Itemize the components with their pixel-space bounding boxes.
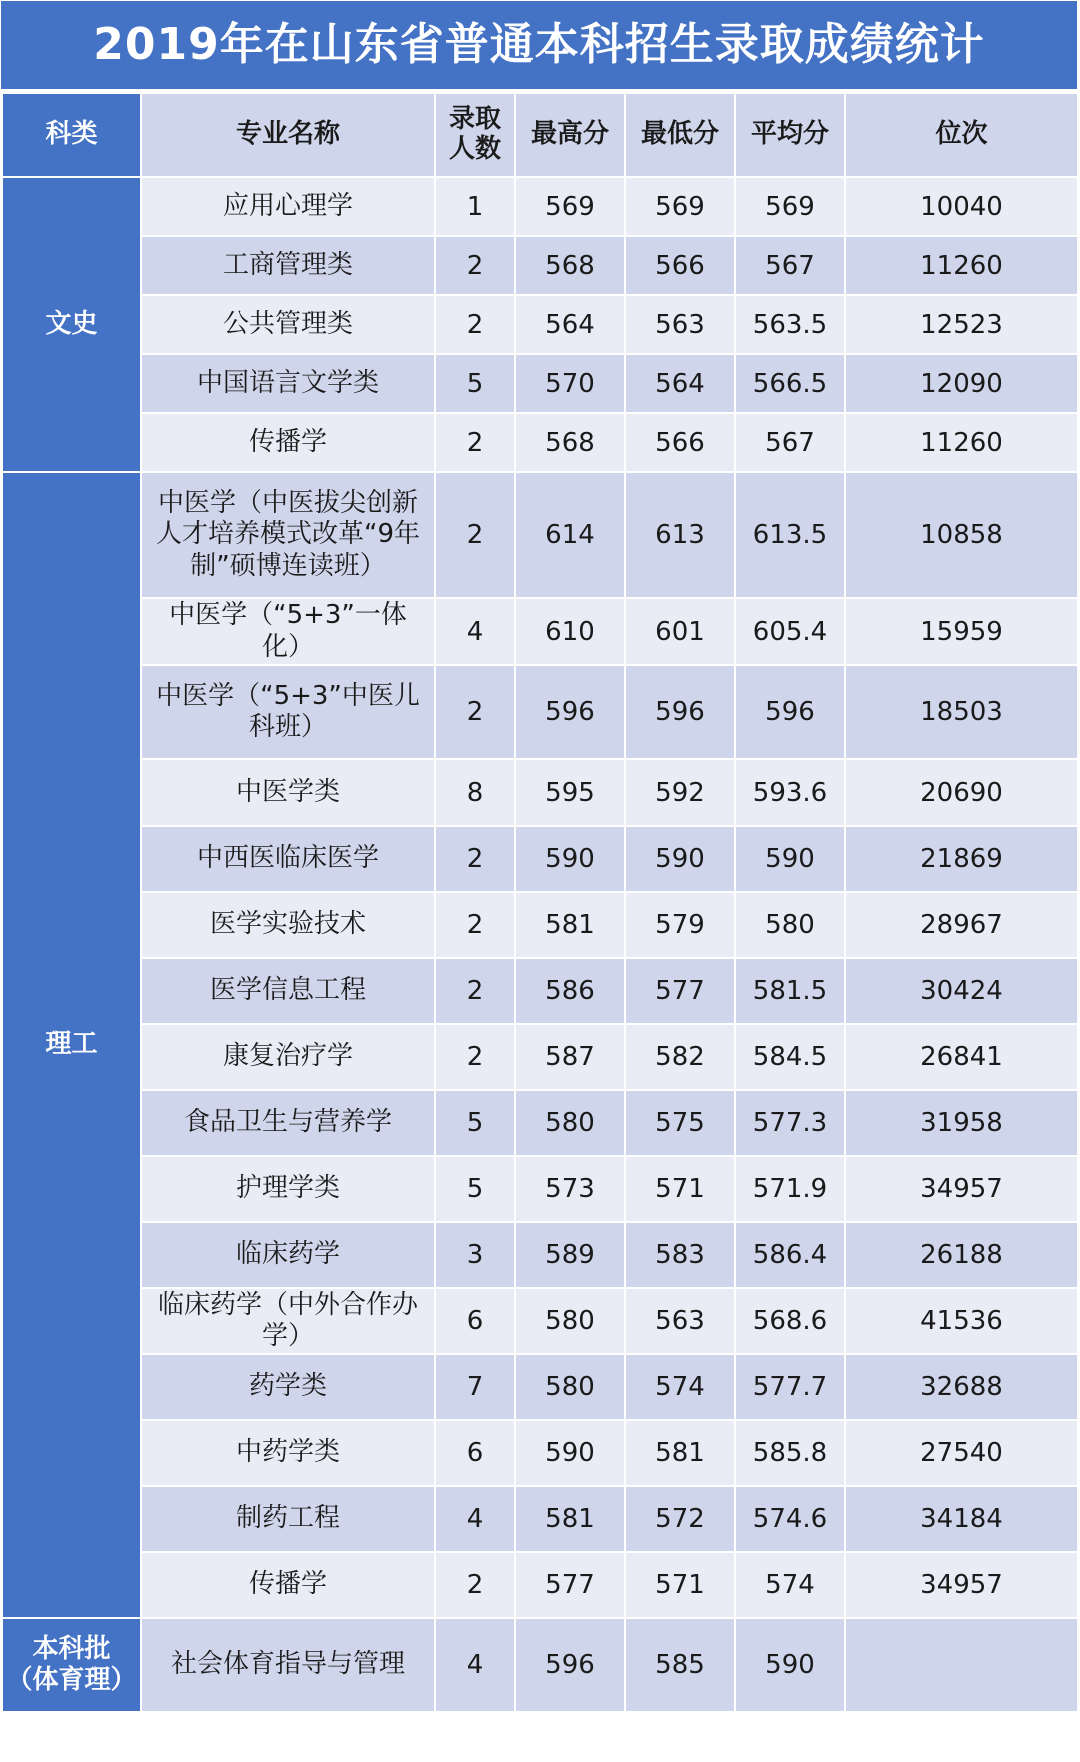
avg-cell: 567 <box>735 413 845 472</box>
min-cell: 575 <box>625 1090 735 1156</box>
min-cell: 601 <box>625 598 735 665</box>
rank-cell: 26841 <box>845 1024 1078 1090</box>
count-cell: 5 <box>435 1156 515 1222</box>
min-cell: 590 <box>625 826 735 892</box>
table-row <box>2 472 1078 598</box>
count-cell: 6 <box>435 1288 515 1354</box>
header-category: 科类 <box>2 93 141 177</box>
table-row <box>2 1552 1078 1618</box>
count-cell: 3 <box>435 1222 515 1288</box>
major-cell: 应用心理学 <box>141 177 435 236</box>
table-row <box>2 354 1078 413</box>
rank-cell: 32688 <box>845 1354 1078 1420</box>
table-row <box>2 826 1078 892</box>
rank-cell: 34957 <box>845 1552 1078 1618</box>
table-row <box>2 759 1078 826</box>
rank-cell: 30424 <box>845 958 1078 1024</box>
min-cell: 563 <box>625 295 735 354</box>
avg-cell: 596 <box>735 665 845 759</box>
table-row <box>2 892 1078 958</box>
avg-cell: 569 <box>735 177 845 236</box>
major-cell: 食品卫生与营养学 <box>141 1090 435 1156</box>
major-cell: 中医学（中医拔尖创新人才培养模式改革“9年制”硕博连读班） <box>141 472 435 598</box>
rank-cell: 11260 <box>845 413 1078 472</box>
count-cell: 2 <box>435 295 515 354</box>
avg-cell: 568.6 <box>735 1288 845 1354</box>
major-cell: 中药学类 <box>141 1420 435 1486</box>
header-row <box>2 93 1078 177</box>
max-cell: 568 <box>515 236 625 295</box>
min-cell: 571 <box>625 1156 735 1222</box>
count-cell: 2 <box>435 1552 515 1618</box>
header-min: 最低分 <box>625 93 735 177</box>
rank-cell: 41536 <box>845 1288 1078 1354</box>
rank-cell: 11260 <box>845 236 1078 295</box>
count-cell: 4 <box>435 1618 515 1712</box>
max-cell: 587 <box>515 1024 625 1090</box>
min-cell: 583 <box>625 1222 735 1288</box>
header-rank: 位次 <box>845 93 1078 177</box>
table-row <box>2 1354 1078 1420</box>
avg-cell: 571.9 <box>735 1156 845 1222</box>
avg-cell: 585.8 <box>735 1420 845 1486</box>
rank-cell: 18503 <box>845 665 1078 759</box>
avg-cell: 577.3 <box>735 1090 845 1156</box>
avg-cell: 593.6 <box>735 759 845 826</box>
rank-cell: 34957 <box>845 1156 1078 1222</box>
count-cell: 2 <box>435 472 515 598</box>
count-cell: 6 <box>435 1420 515 1486</box>
max-cell: 564 <box>515 295 625 354</box>
min-cell: 579 <box>625 892 735 958</box>
major-cell: 工商管理类 <box>141 236 435 295</box>
avg-cell: 590 <box>735 1618 845 1712</box>
count-cell: 4 <box>435 1486 515 1552</box>
table-row <box>2 598 1078 665</box>
max-cell: 568 <box>515 413 625 472</box>
table-row <box>2 295 1078 354</box>
min-cell: 582 <box>625 1024 735 1090</box>
max-cell: 580 <box>515 1288 625 1354</box>
category-wenshi: 文史 <box>2 177 141 472</box>
header-avg: 平均分 <box>735 93 845 177</box>
max-cell: 586 <box>515 958 625 1024</box>
count-cell: 2 <box>435 826 515 892</box>
major-cell: 中国语言文学类 <box>141 354 435 413</box>
max-cell: 596 <box>515 665 625 759</box>
table-row <box>2 1222 1078 1288</box>
major-cell: 医学实验技术 <box>141 892 435 958</box>
avg-cell: 584.5 <box>735 1024 845 1090</box>
table-row <box>2 1288 1078 1354</box>
category-ligong: 理工 <box>2 472 141 1618</box>
count-cell: 8 <box>435 759 515 826</box>
avg-cell: 613.5 <box>735 472 845 598</box>
min-cell: 566 <box>625 413 735 472</box>
header-count-line1: 录取 <box>448 104 501 135</box>
min-cell: 581 <box>625 1420 735 1486</box>
avg-cell: 563.5 <box>735 295 845 354</box>
max-cell: 595 <box>515 759 625 826</box>
min-cell: 592 <box>625 759 735 826</box>
rank-cell: 15959 <box>845 598 1078 665</box>
major-cell: 医学信息工程 <box>141 958 435 1024</box>
major-cell: 康复治疗学 <box>141 1024 435 1090</box>
rank-cell: 28967 <box>845 892 1078 958</box>
major-cell: 药学类 <box>141 1354 435 1420</box>
rank-cell <box>845 1618 1078 1712</box>
category-tiyu-line2: （体育理） <box>6 1665 137 1695</box>
count-cell: 2 <box>435 892 515 958</box>
min-cell: 574 <box>625 1354 735 1420</box>
major-cell: 传播学 <box>141 413 435 472</box>
max-cell: 580 <box>515 1090 625 1156</box>
max-cell: 581 <box>515 892 625 958</box>
max-cell: 614 <box>515 472 625 598</box>
count-cell: 2 <box>435 236 515 295</box>
max-cell: 569 <box>515 177 625 236</box>
table-row <box>2 958 1078 1024</box>
major-cell: 社会体育指导与管理 <box>141 1618 435 1712</box>
table-row <box>2 1486 1078 1552</box>
min-cell: 613 <box>625 472 735 598</box>
admission-table <box>1 92 1079 1713</box>
rank-cell: 12523 <box>845 295 1078 354</box>
rank-cell: 10858 <box>845 472 1078 598</box>
major-cell: 制药工程 <box>141 1486 435 1552</box>
count-cell: 5 <box>435 1090 515 1156</box>
avg-cell: 580 <box>735 892 845 958</box>
rank-cell: 20690 <box>845 759 1078 826</box>
count-cell: 2 <box>435 665 515 759</box>
avg-cell: 566.5 <box>735 354 845 413</box>
table-row <box>2 665 1078 759</box>
table-row <box>2 1156 1078 1222</box>
count-cell: 2 <box>435 958 515 1024</box>
avg-cell: 590 <box>735 826 845 892</box>
max-cell: 573 <box>515 1156 625 1222</box>
min-cell: 585 <box>625 1618 735 1712</box>
min-cell: 566 <box>625 236 735 295</box>
avg-cell: 567 <box>735 236 845 295</box>
major-cell: 中西医临床医学 <box>141 826 435 892</box>
max-cell: 596 <box>515 1618 625 1712</box>
major-cell: 传播学 <box>141 1552 435 1618</box>
header-count <box>435 93 515 177</box>
table-row <box>2 1024 1078 1090</box>
min-cell: 596 <box>625 665 735 759</box>
avg-cell: 574.6 <box>735 1486 845 1552</box>
avg-cell: 577.7 <box>735 1354 845 1420</box>
major-cell: 公共管理类 <box>141 295 435 354</box>
major-cell: 中医学（“5+3”一体化） <box>141 598 435 665</box>
header-major: 专业名称 <box>141 93 435 177</box>
rank-cell: 31958 <box>845 1090 1078 1156</box>
rank-cell: 10040 <box>845 177 1078 236</box>
avg-cell: 581.5 <box>735 958 845 1024</box>
avg-cell: 574 <box>735 1552 845 1618</box>
max-cell: 580 <box>515 1354 625 1420</box>
table-row <box>2 1618 1078 1712</box>
table-row <box>2 177 1078 236</box>
major-cell: 护理学类 <box>141 1156 435 1222</box>
max-cell: 590 <box>515 1420 625 1486</box>
rank-cell: 12090 <box>845 354 1078 413</box>
count-cell: 4 <box>435 598 515 665</box>
max-cell: 610 <box>515 598 625 665</box>
rank-cell: 34184 <box>845 1486 1078 1552</box>
table-row <box>2 236 1078 295</box>
count-cell: 7 <box>435 1354 515 1420</box>
table-row <box>2 1420 1078 1486</box>
avg-cell: 586.4 <box>735 1222 845 1288</box>
max-cell: 570 <box>515 354 625 413</box>
max-cell: 581 <box>515 1486 625 1552</box>
count-cell: 2 <box>435 1024 515 1090</box>
max-cell: 590 <box>515 826 625 892</box>
count-cell: 2 <box>435 413 515 472</box>
count-cell: 1 <box>435 177 515 236</box>
major-cell: 中医学类 <box>141 759 435 826</box>
min-cell: 572 <box>625 1486 735 1552</box>
page-title: 2019年在山东省普通本科招生录取成绩统计 <box>1 1 1077 89</box>
min-cell: 563 <box>625 1288 735 1354</box>
count-cell: 5 <box>435 354 515 413</box>
min-cell: 569 <box>625 177 735 236</box>
rank-cell: 27540 <box>845 1420 1078 1486</box>
major-cell: 临床药学（中外合作办学） <box>141 1288 435 1354</box>
max-cell: 589 <box>515 1222 625 1288</box>
major-cell: 临床药学 <box>141 1222 435 1288</box>
rank-cell: 21869 <box>845 826 1078 892</box>
min-cell: 577 <box>625 958 735 1024</box>
rank-cell: 26188 <box>845 1222 1078 1288</box>
avg-cell: 605.4 <box>735 598 845 665</box>
major-cell: 中医学（“5+3”中医儿科班） <box>141 665 435 759</box>
max-cell: 577 <box>515 1552 625 1618</box>
category-tiyu-line1: 本科批 <box>32 1633 111 1664</box>
min-cell: 571 <box>625 1552 735 1618</box>
header-max: 最高分 <box>515 93 625 177</box>
category-tiyu <box>2 1618 141 1712</box>
table-row <box>2 1090 1078 1156</box>
table-row <box>2 413 1078 472</box>
min-cell: 564 <box>625 354 735 413</box>
header-count-line2: 人数 <box>448 134 501 164</box>
